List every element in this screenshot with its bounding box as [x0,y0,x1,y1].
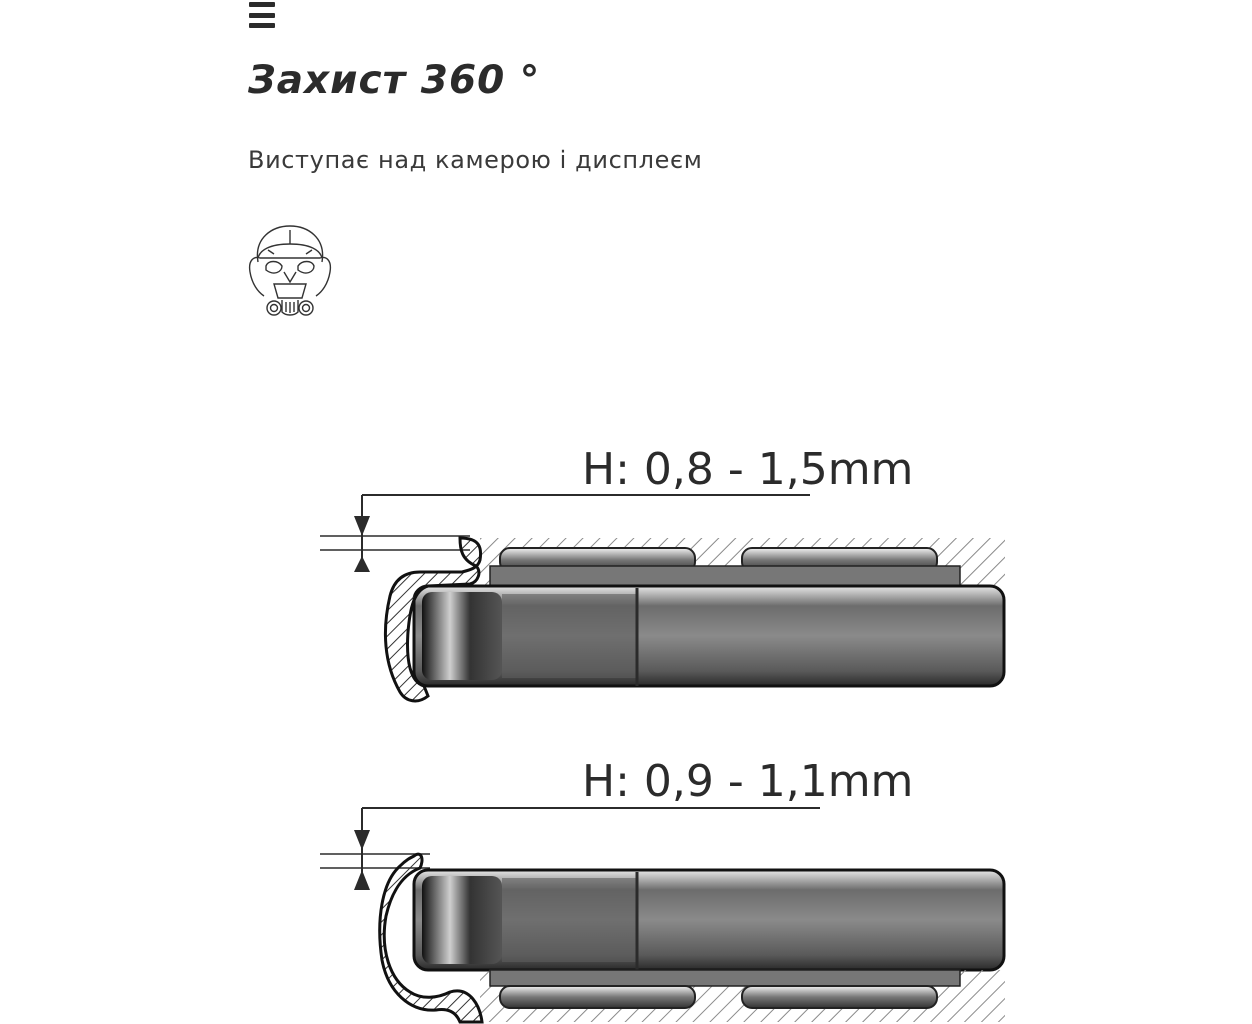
height-label-1: H: 0,8 - 1,5mm [582,444,914,495]
stormtrooper-helmet-icon [244,220,336,322]
menu-bar [249,23,275,28]
page-title: Захист 360 ° [248,58,541,103]
menu-button[interactable] [249,2,275,28]
height-label-2: H: 0,9 - 1,1mm [582,756,914,807]
menu-bar [249,13,275,18]
diagram-2 [320,756,1005,1022]
diagram-1 [320,444,1005,701]
hamburger-menu-icon [249,2,275,7]
feature-description: Виступає над камерою і дисплеєм [248,146,703,174]
protection-height-diagram [310,420,1010,1024]
